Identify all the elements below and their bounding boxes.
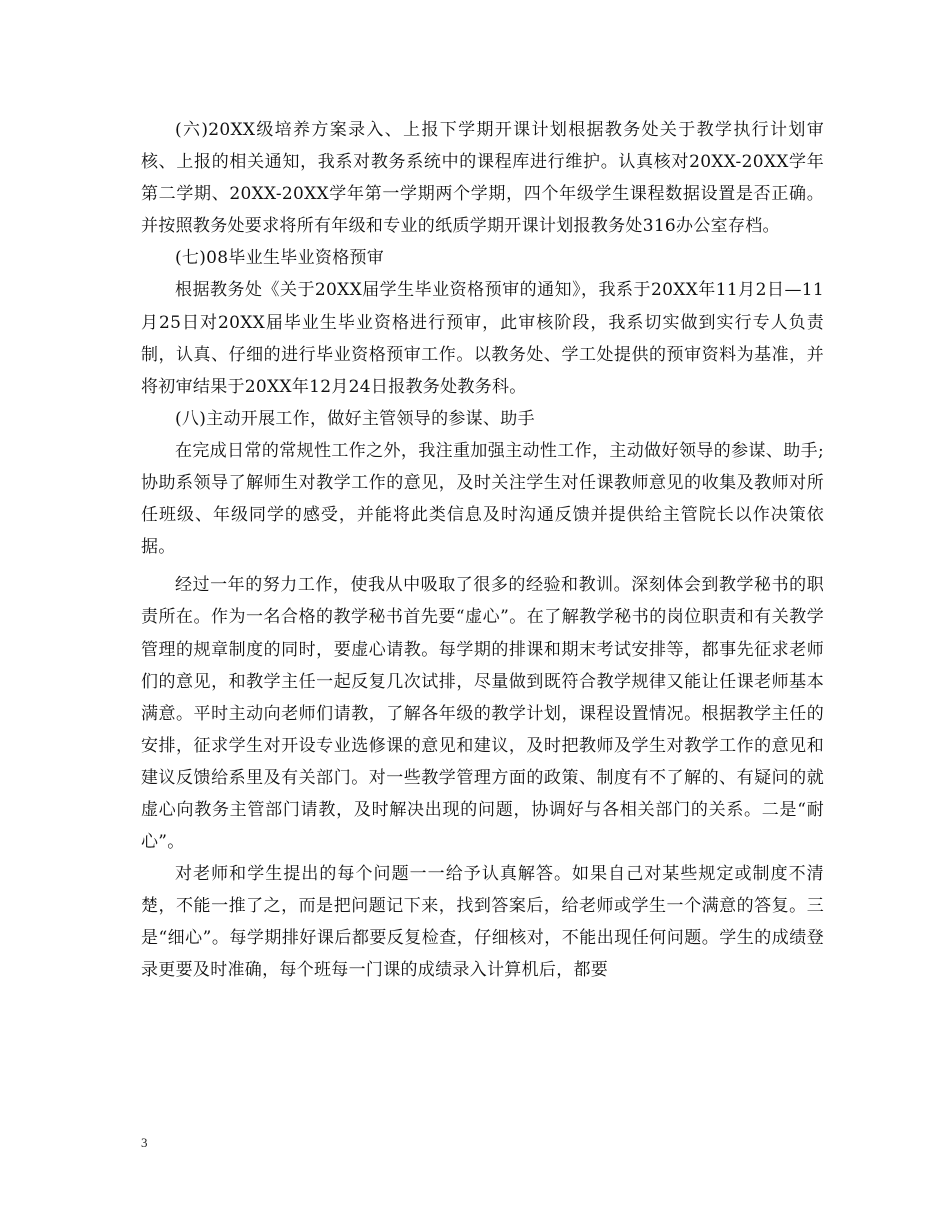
heading-section-7: (七)08毕业生毕业资格预审 — [175, 248, 385, 269]
page-number: 3 — [141, 1135, 148, 1150]
paragraph-section-6: (六)20XX级培养方案录入、上报下学期开课计划根据教务处关于教学执行计划审核、上报的相关通知，我系对教务系统中的课程库进行维护。认真核对20XX-20XX学年第二学期、20XX-20XX学年第一学期两个学期，四个年级学生课程数据设置是否正确。并按照教务处要求将所有年级和专业的纸质学期开课计划报教务处316办公室存档。 — [141, 120, 824, 237]
paragraph-patience: 对老师和学生提出的每个问题一一给予认真解答。如果自己对某些规定或制度不清楚，不能一推了之，而是把问题记下来，找到答案后，给老师或学生一个满意的答复。三是“细心”。每学期排好课后都要反复检查，仔细核对，不能出现任何问题。学生的成绩登录更要及时准确，每个班每一门课的成绩录入计算机后，都要 — [141, 864, 824, 981]
heading-section-8: (八)主动开展工作，做好主管领导的参谋、助手 — [175, 408, 535, 429]
paragraph-summary: 经过一年的努力工作，使我从中吸取了很多的经验和教训。深刻体会到教学秘书的职责所在。作为一名合格的教学秘书首先要“虚心”。在了解教学秘书的岗位职责和有关教学管理的规章制度的同时，要虚心请教。每学期的排课和期末考试安排等，都事先征求老师们的意见，和教学主任一起反复几次试排，尽量做到既符合教学规律又能让任课老师基本满意。平时主动向老师们请教，了解各年级的教学计划，课程设置情况。根据教学主任的安排，征求学生对开设专业选修课的意见和建议，及时把教师及学生对教学工作的意见和建议反馈给系里及有关部门。对一些教学管理方面的政策、制度有不了解的、有疑问的就虚心向教务主管部门请教，及时解决出现的问题，协调好与各相关部门的关系。二是“耐心”。 — [141, 575, 824, 853]
document-body — [141, 114, 824, 987]
paragraph-section-7: 根据教务处《关于20XX届学生毕业资格预审的通知》，我系于20XX年11月2日—11月25日对20XX届毕业生毕业资格进行预审，此审核阶段，我系切实做到实行专人负责制，认真、仔细的进行毕业资格预审工作。以教务处、学工处提供的预审资料为基准，并将初审结果于20XX年12月24日报教务处教务科。 — [141, 280, 824, 397]
paragraph-section-8: 在完成日常的常规性工作之外，我注重加强主动性工作，主动做好领导的参谋、助手;协助系领导了解师生对教学工作的意见，及时关注学生对任课教师意见的收集及教师对所任班级、年级同学的感受，并能将此类信息及时沟通反馈并提供给主管院长以作决策依据。 — [141, 440, 824, 558]
